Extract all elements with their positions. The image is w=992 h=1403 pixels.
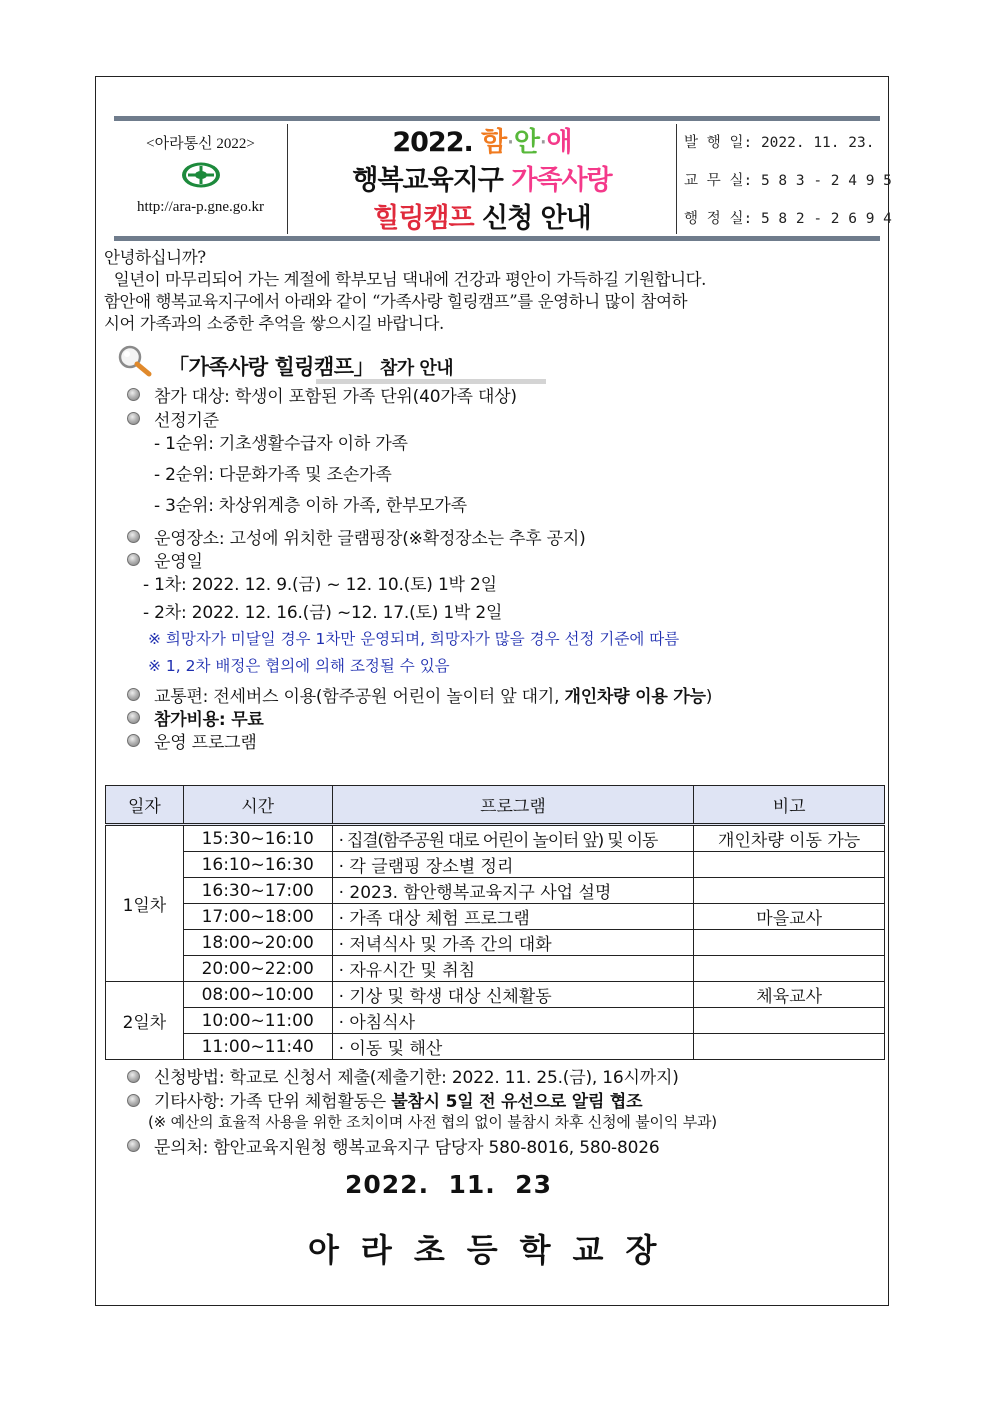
- section-heading: [116, 342, 576, 382]
- note-cell: [694, 1008, 885, 1034]
- header-note: 비고: [694, 786, 885, 825]
- header-title-cell: [287, 124, 677, 234]
- intro-line: 시어 가족과의 소중한 추억을 쌓으시길 바랍니다.: [104, 314, 444, 333]
- title-line-1: [288, 124, 676, 162]
- time-cell: 08:00~10:00: [183, 982, 332, 1008]
- table-row: [106, 852, 885, 878]
- bullet-icon: [127, 388, 140, 401]
- title-line-2: [288, 162, 676, 200]
- program-cell: · 2023. 함안행복교육지구 사업 설명: [332, 878, 694, 904]
- section-title-main: 「가족사랑 힐링캠프」: [168, 355, 375, 379]
- title-ae: 애: [546, 127, 572, 158]
- time-cell: 16:30~17:00: [183, 878, 332, 904]
- note-cell: [694, 852, 885, 878]
- other-notes-text: 기타사항: 가족 단위 체험활동은: [154, 1092, 392, 1112]
- title-application-guide: 신청 안내: [473, 203, 591, 234]
- header-top-rule: [114, 116, 880, 121]
- note-cell: 체육교사: [694, 982, 885, 1008]
- note-line: ※ 희망자가 미달일 경우 1차만 운영되며, 희망자가 많을 경우 선정 기준에 따름: [148, 630, 680, 648]
- newsletter-header: [114, 116, 892, 244]
- header-program: 프로그램: [332, 786, 694, 825]
- day-2-cell: 2일차: [106, 982, 184, 1060]
- school-url[interactable]: http://ara-p.gne.go.kr: [136, 199, 265, 215]
- other-notes-item: [154, 1087, 642, 1112]
- title-healing-camp: 힐링캠프: [373, 203, 474, 234]
- program-cell: · 집결(함주공원 대로 어린이 놀이터 앞) 및 이동: [332, 825, 694, 852]
- table-header-row: [106, 786, 885, 825]
- header-left-cell: [114, 124, 287, 234]
- table-row: [106, 930, 885, 956]
- title-line-3: [288, 200, 676, 238]
- title-an: 안: [513, 127, 539, 158]
- schedule-table: [105, 785, 885, 1060]
- signer-principal: 아라초등학교장: [308, 1231, 679, 1269]
- intro-line: 안녕하십니까?: [104, 248, 206, 267]
- issue-date: 발 행 일: 2022. 11. 23.: [684, 135, 875, 151]
- intro-line: 일년이 마무리되어 가는 계절에 학부모님 댁내에 건강과 평안이 가득하길 기원합니다.: [104, 270, 707, 289]
- table-row: [106, 956, 885, 982]
- bullet-icon: [127, 734, 140, 747]
- time-cell: 18:00~20:00: [183, 930, 332, 956]
- bullet-icon: [127, 1139, 140, 1152]
- bullet-icon: [127, 553, 140, 566]
- criteria-item: 선정기준: [154, 411, 219, 431]
- program-item: 운영 프로그램: [154, 733, 257, 753]
- transport-paren: ): [705, 687, 713, 707]
- bullet-icon: [127, 1094, 140, 1107]
- time-cell: 17:00~18:00: [183, 904, 332, 930]
- academic-office-phone: 교 무 실: 5 8 3 - 2 4 9 5: [684, 173, 892, 189]
- table-row: [106, 878, 885, 904]
- header-time: 시간: [183, 786, 332, 825]
- program-cell: · 이동 및 해산: [332, 1034, 694, 1060]
- note-cell: [694, 878, 885, 904]
- title-ham: 함: [481, 127, 507, 158]
- program-cell: · 자유시간 및 취침: [332, 956, 694, 982]
- table-row: [106, 1034, 885, 1060]
- note-cell: [694, 930, 885, 956]
- program-cell: · 저녁식사 및 가족 간의 대화: [332, 930, 694, 956]
- bullet-icon: [127, 412, 140, 425]
- contact-item: 문의처: 함안교육지원청 행복교육지구 담당자 580-8016, 580-8026: [154, 1138, 660, 1158]
- note-cell: [694, 1034, 885, 1060]
- criteria-rank-1: - 1순위: 기초생활수급자 이하 가족: [154, 434, 408, 454]
- cost-item: 참가비용: 무료: [154, 710, 264, 730]
- program-cell: · 가족 대상 체험 프로그램: [332, 904, 694, 930]
- time-cell: 15:30~16:10: [183, 825, 332, 852]
- criteria-rank-2: - 2순위: 다문화가족 및 조손가족: [154, 465, 392, 485]
- title-dot: ·: [538, 127, 547, 158]
- table-row: [106, 982, 885, 1008]
- note-line: ※ 1, 2차 배정은 협의에 의해 조정될 수 있음: [148, 657, 450, 675]
- date-round-1: - 1차: 2022. 12. 9.(금) ~ 12. 10.(토) 1박 2일: [143, 575, 497, 595]
- table-row: [106, 825, 885, 852]
- magnifier-icon: [116, 344, 156, 378]
- title-district: 행복교육지구: [352, 165, 512, 196]
- header-day: 일자: [106, 786, 184, 825]
- venue-item: 운영장소: 고성에 위치한 글램핑장(※확정장소는 추후 공지): [154, 529, 586, 549]
- document-date: 2022. 11. 23: [345, 1170, 552, 1199]
- title-year: 2022.: [392, 127, 473, 158]
- transport-item: [154, 682, 712, 707]
- section-title-sub: 참가 안내: [374, 358, 454, 379]
- day-1-cell: 1일차: [106, 825, 184, 982]
- title-family-love: 가족사랑: [511, 165, 612, 196]
- newsletter-name: <아라통신 2022>: [146, 136, 255, 152]
- date-round-2: - 2차: 2022. 12. 16.(금) ~12. 17.(토) 1박 2일: [143, 603, 503, 623]
- intro-line: 함안애 행복교육지구에서 아래와 같이 “가족사랑 힐링캠프”를 운영하니 많이 참여하: [104, 292, 688, 311]
- table-row: [106, 1008, 885, 1034]
- program-cell: · 각 글램핑 장소별 정리: [332, 852, 694, 878]
- bullet-icon: [127, 711, 140, 724]
- transport-text: 교통편: 전세버스 이용(함주공원 어린이 놀이터 앞 대기,: [154, 687, 565, 707]
- time-cell: 11:00~11:40: [183, 1034, 332, 1060]
- header-bottom-rule: [114, 236, 880, 241]
- title-dot: ·: [506, 127, 514, 158]
- header-meta-cell: [677, 124, 892, 234]
- note-cell: 마을교사: [694, 904, 885, 930]
- criteria-rank-3: - 3순위: 차상위계층 이하 가족, 한부모가족: [154, 496, 467, 516]
- note-cell: [694, 956, 885, 982]
- target-item: 참가 대상: 학생이 포함된 가족 단위(40가족 대상): [154, 387, 517, 407]
- dates-item: 운영일: [154, 552, 203, 572]
- table-row: [106, 904, 885, 930]
- apply-method-item: 신청방법: 학교로 신청서 제출(제출기한: 2022. 11. 25.(금), 16시까지): [154, 1068, 679, 1088]
- note-cell: 개인차량 이동 가능: [694, 825, 885, 852]
- time-cell: 20:00~22:00: [183, 956, 332, 982]
- other-notes-remark: (※ 예산의 효율적 사용을 위한 조치이며 사전 협의 없이 불참시 차후 신청에 불이익 부과): [148, 1113, 717, 1131]
- time-cell: 10:00~11:00: [183, 1008, 332, 1034]
- time-cell: 16:10~16:30: [183, 852, 332, 878]
- section-title: [168, 351, 453, 381]
- intro-paragraph: [104, 247, 884, 335]
- program-cell: · 기상 및 학생 대상 신체활동: [332, 982, 694, 1008]
- admin-office-phone: 행 정 실: 5 8 2 - 2 6 9 4: [684, 211, 892, 227]
- transport-private-car: 개인차량 이용 가능: [564, 687, 706, 707]
- bullet-icon: [127, 530, 140, 543]
- other-notes-bold: 불참시 5일 전 유선으로 알림 협조: [391, 1092, 643, 1112]
- bullet-icon: [127, 1070, 140, 1083]
- program-cell: · 아침식사: [332, 1008, 694, 1034]
- school-logo-icon: [180, 161, 222, 189]
- bullet-icon: [127, 688, 140, 701]
